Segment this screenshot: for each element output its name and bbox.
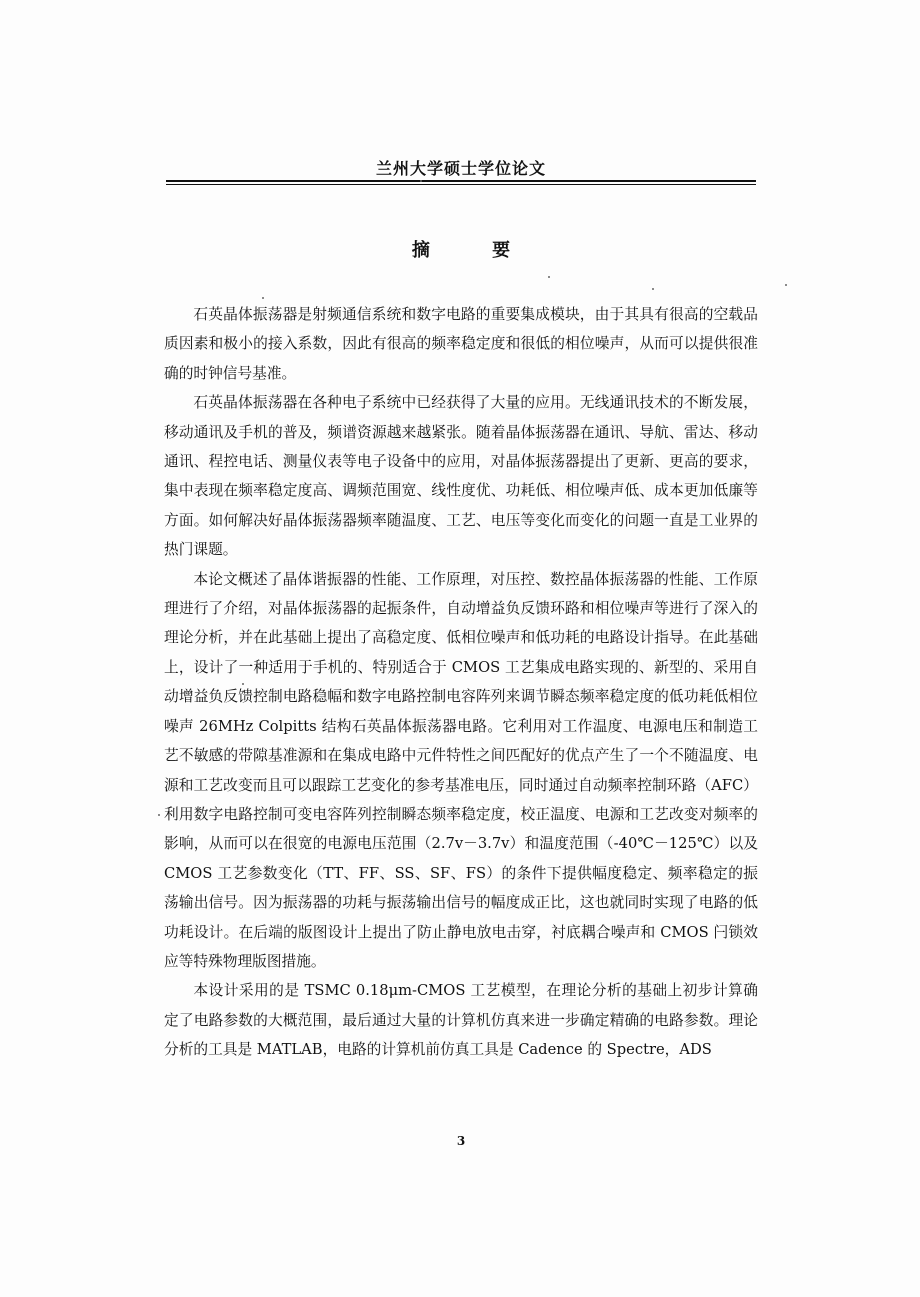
scan-speck — [548, 276, 550, 278]
abstract-title: 摘 要 — [411, 240, 539, 261]
scan-speck — [420, 180, 422, 182]
scan-speck — [158, 814, 160, 816]
page-number: 3 — [456, 1134, 466, 1148]
abstract-paragraph-3: 本论文概述了晶体谐振器的性能、工作原理，对压控、数控晶体振荡器的性能、工作原理进行了介绍，对晶体振荡器的起振条件，自动增益负反馈环路和相位噪声等进行了深入的理论分析，并在此基础上提出了高稳定度、低相位噪声和低功耗的电路设计指导。在此基础上，设计了一种适用于手机的、特别适合于 CMOS 工艺集成电路实现的、新型的、采用自动增益负反馈控制电路稳幅和数字电路控制电容阵列来调节瞬态频率稳定度的低功耗低相位噪声 26MHz Colpitts 结构石英晶体振荡器电路。它利用对工作温度、电源电压和制造工艺不敏感的带隙基准源和在集成电路中元件特性之间匹配好的优点产生了一个不随温度、电源和工艺改变而且可以跟踪工艺变化的参考基准电压，同时通过自动频率控制环路（AFC）利用数字电路控制可变电容阵列控制瞬态频率稳定度，校正温度、电源和工艺改变对频率的影响，从而可以在很宽的电源电压范围（2.7v－3.7v）和温度范围（-40℃－125℃）以及 CMOS 工艺参数变化（TT、FF、SS、SF、FS）的条件下提供幅度稳定、频率稳定的振荡输出信号。因为振荡器的功耗与振荡输出信号的幅度成正比，这也就同时实现了电路的低功耗设计。在后端的版图设计上提出了防止静电放电击穿，衬底耦合噪声和 CMOS 闩锁效应等特殊物理版图措施。 — [164, 570, 758, 970]
header-rule-thick — [166, 180, 756, 182]
abstract-paragraph-4: 本设计采用的是 TSMC 0.18μm-CMOS 工艺模型，在理论分析的基础上初步计算确定了电路参数的大概范围，最后通过大量的计算机仿真来进一步确定精确的电路参数。理论分析的工具是 MATLAB，电路的计算机前仿真工具是 Cadence 的 Spectre，ADS — [164, 982, 758, 1059]
running-header: 兰州大学硕士学位论文 — [375, 159, 546, 178]
abstract-body — [164, 300, 758, 1065]
scan-speck — [262, 297, 264, 299]
scan-speck — [652, 288, 654, 290]
abstract-paragraph-1: 石英晶体振荡器是射频通信系统和数字电路的重要集成模块，由于其具有很高的空载品质因素和极小的接入系数，因此有很高的频率稳定度和很低的相位噪声，从而可以提供很准确的时钟信号基准。 — [164, 306, 758, 382]
abstract-paragraph-2: 石英晶体振荡器在各种电子系统中已经获得了大量的应用。无线通讯技术的不断发展，移动通讯及手机的普及，频谱资源越来越紧张。随着晶体振荡器在通讯、导航、雷达、移动通讯、程控电话、测量仪表等电子设备中的应用，对晶体振荡器提出了更新、更高的要求，集中表现在频率稳定度高、调频范围宽、线性度优、功耗低、相位噪声低、成本更加低廉等方面。如何解决好晶体振荡器频率随温度、工艺、电压等变化而变化的问题一直是工业界的热门课题。 — [164, 394, 758, 559]
header-rule-thin — [166, 184, 756, 185]
scan-speck — [242, 683, 244, 685]
scan-speck — [785, 284, 787, 286]
